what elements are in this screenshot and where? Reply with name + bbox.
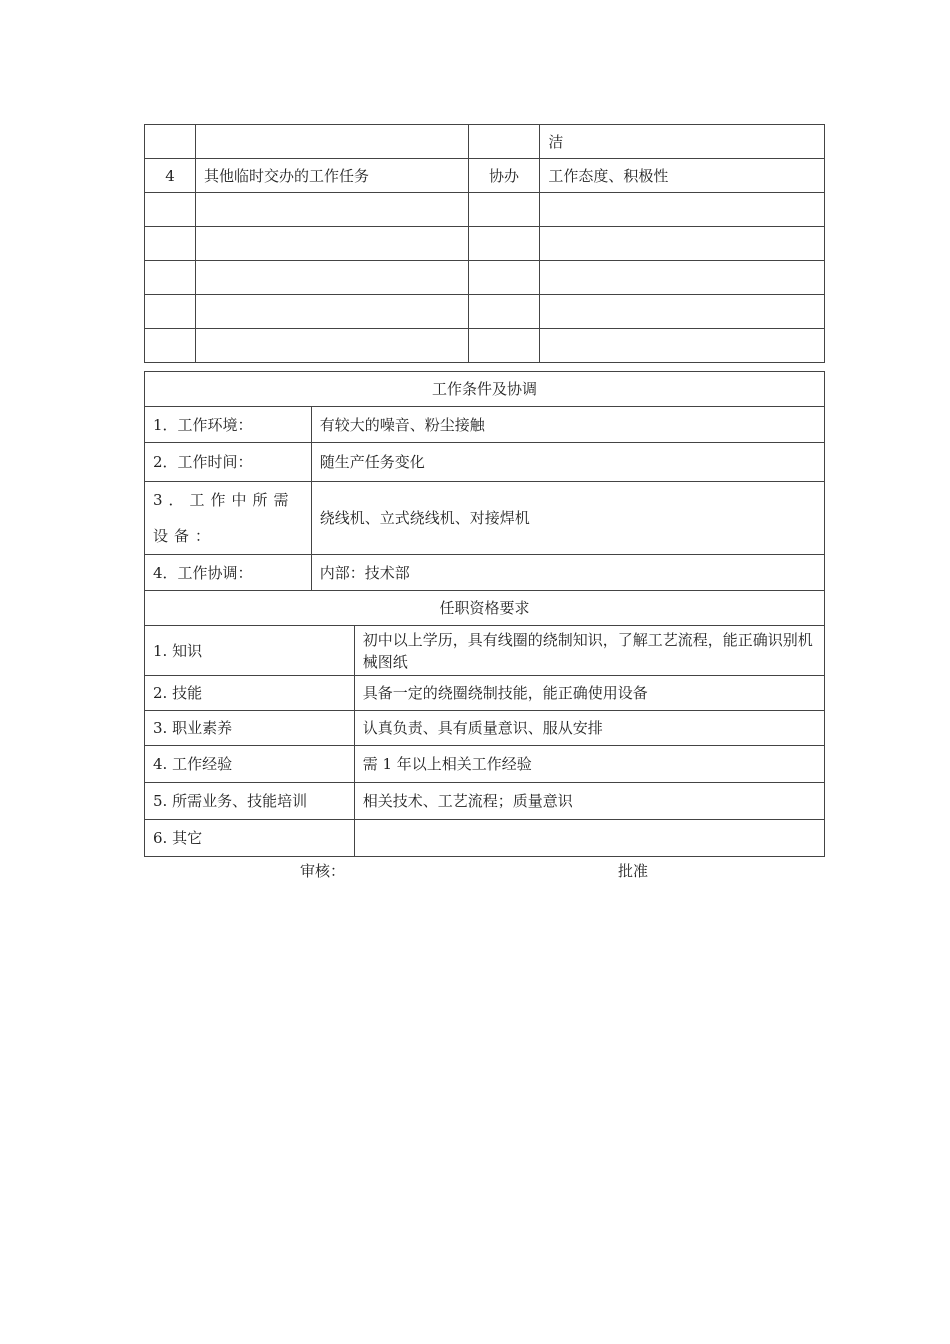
condition-label: 1．工作环境： [145,407,312,443]
qualifications-header: 任职资格要求 [145,591,825,626]
qualification-label: 5. 所需业务、技能培训 [145,783,355,820]
task-role [468,193,540,227]
task-criteria [540,193,825,227]
condition-label: 2．工作时间： [145,443,312,482]
task-criteria: 洁 [540,125,825,159]
task-no [145,261,196,295]
qualification-value: 初中以上学历，具有线圈的绕制知识，了解工艺流程，能正确识别机械图纸 [354,626,824,676]
qualification-label: 1. 知识 [145,626,355,676]
task-content [195,261,468,295]
qualification-label: 2. 技能 [145,676,355,711]
table-row [145,159,825,193]
task-criteria [540,261,825,295]
table-row [145,261,825,295]
task-no [145,295,196,329]
section-header-row [145,591,825,626]
table-row [145,227,825,261]
table-row [145,193,825,227]
qualification-value [354,820,824,857]
conditions-table [144,371,825,591]
task-no: 4 [145,159,196,193]
condition-value: 内部：技术部 [311,555,824,591]
review-label: 审核： [300,862,346,880]
condition-value: 绕线机、立式绕线机、对接焊机 [311,482,824,555]
task-no [145,125,196,159]
table-row [145,711,825,746]
qualification-value: 具备一定的绕圈绕制技能，能正确使用设备 [354,676,824,711]
tasks-table [144,124,825,363]
task-role [468,329,540,363]
table-row [145,676,825,711]
task-no [145,227,196,261]
task-content [195,329,468,363]
task-no [145,329,196,363]
task-content [195,193,468,227]
task-criteria: 工作态度、积极性 [540,159,825,193]
qualifications-table [144,590,825,857]
approve-label: 批准 [618,862,649,880]
conditions-header: 工作条件及协调 [145,372,825,407]
task-criteria [540,227,825,261]
qualification-value: 需 1 年以上相关工作经验 [354,746,824,783]
table-row [145,555,825,591]
section-header-row [145,372,825,407]
task-no [145,193,196,227]
task-role [468,261,540,295]
table-row [145,746,825,783]
task-role: 协办 [468,159,540,193]
table-row [145,329,825,363]
qualification-label: 3. 职业素养 [145,711,355,746]
task-criteria [540,329,825,363]
qualification-value: 认真负责、具有质量意识、服从安排 [354,711,824,746]
task-content [195,295,468,329]
qualification-label: 6. 其它 [145,820,355,857]
task-content: 其他临时交办的工作任务 [195,159,468,193]
table-row [145,482,825,555]
table-row [145,626,825,676]
table-row [145,820,825,857]
table-row [145,783,825,820]
task-content [195,227,468,261]
table-row [145,443,825,482]
table-row [145,295,825,329]
condition-label: 3．工作中所需设备： [145,482,312,555]
task-criteria [540,295,825,329]
condition-value: 随生产任务变化 [311,443,824,482]
condition-label: 4．工作协调： [145,555,312,591]
table-row [145,125,825,159]
qualification-value: 相关技术、工艺流程；质量意识 [354,783,824,820]
task-role [468,125,540,159]
task-role [468,295,540,329]
table-row [145,407,825,443]
task-content [195,125,468,159]
qualification-label: 4. 工作经验 [145,746,355,783]
condition-value: 有较大的噪音、粉尘接触 [311,407,824,443]
task-role [468,227,540,261]
